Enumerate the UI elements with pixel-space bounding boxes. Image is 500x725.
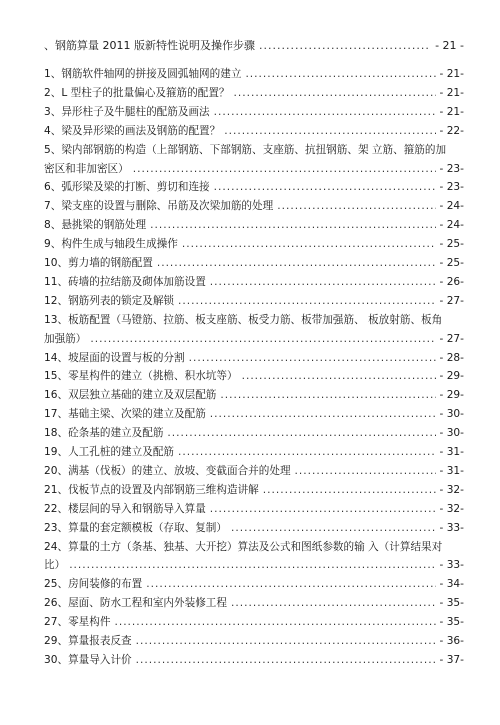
- toc-page-number: - 24-: [439, 219, 464, 232]
- dot-leader: [189, 350, 436, 366]
- toc-entry-title: 密区和非加密区）: [44, 162, 129, 175]
- toc-page-number: - 21-: [439, 105, 464, 118]
- toc-entry: [44, 482, 464, 498]
- toc-entry-title: 1、钢筋软件轴网的拼接及圆弧轴网的建立: [44, 68, 242, 80]
- toc-entry-title: 2、L 型柱子的批量偏心及箍筋的配置？: [44, 86, 230, 99]
- toc-entry: [44, 350, 464, 366]
- toc-entry: [44, 595, 464, 611]
- toc-entry-title: 26、屋面、防水工程和室内外装修工程: [44, 597, 227, 610]
- dot-leader: [224, 123, 435, 139]
- dot-leader: [69, 557, 435, 573]
- toc-page-number: - 28-: [439, 351, 464, 364]
- toc-page-number: - 21-: [439, 86, 464, 99]
- toc-entry-title: 、钢筋算量 2011 版新特性说明及操作步骤: [44, 39, 255, 52]
- dot-leader: [214, 179, 436, 195]
- toc-page-number: - 36-: [439, 635, 464, 647]
- toc-page-number: - 25-: [439, 257, 464, 269]
- toc-page-number: - 32-: [439, 502, 464, 515]
- toc-entry-title: 15、零星构件的建立（挑檐、积水坑等）: [44, 370, 238, 383]
- toc-entry: [44, 331, 464, 347]
- dot-leader: [178, 293, 435, 309]
- toc-entry: [44, 463, 464, 479]
- toc-entry-title: 11、砖墙的拉结筋及砌体加筋设置: [44, 275, 206, 288]
- toc-entry: [44, 274, 464, 290]
- toc-entry: [44, 633, 464, 649]
- toc-page-number: - 27-: [439, 332, 464, 345]
- toc-entry-title: 9、构件生成与轴段生成操作: [44, 238, 178, 251]
- toc-entry-title: 10、剪力墙的钢筋配置: [44, 257, 153, 269]
- toc-page-number: - 31-: [439, 464, 464, 477]
- toc-page-number: - 30-: [439, 427, 464, 440]
- dot-leader: [295, 463, 436, 479]
- toc-page-number: - 23-: [439, 181, 464, 194]
- toc-entry: [44, 198, 464, 214]
- toc-page-number: - 22-: [439, 124, 464, 137]
- toc-page-number: - 34-: [439, 578, 464, 591]
- dot-leader: [136, 633, 436, 649]
- toc-entry-title: 30、算量导入计价: [44, 653, 132, 666]
- toc-entry-title: 23、算量的套定额模板（存取、复制）: [44, 521, 227, 534]
- toc-entry-title: 7、梁支座的设置与删除、吊筋及次梁加筋的处理: [44, 200, 274, 213]
- toc-entry: [44, 614, 464, 630]
- toc-entry: [44, 38, 464, 54]
- dot-leader: [263, 482, 436, 498]
- dot-leader: [210, 501, 436, 517]
- toc-entry: [44, 652, 464, 668]
- toc-page-number: - 30-: [439, 408, 464, 421]
- toc-page-number: - 35-: [439, 597, 464, 610]
- toc-entry-title: 比）: [44, 559, 66, 572]
- toc-entry-title: 12、钢筋列表的锁定及解锁: [44, 294, 175, 307]
- toc-entry: [44, 217, 464, 233]
- toc-entry: [44, 501, 464, 517]
- toc-entry-title: 4、梁及异形梁的画法及钢筋的配置？: [44, 124, 221, 137]
- toc-entry-title: 17、基础主梁、次梁的建立及配筋: [44, 408, 206, 421]
- dot-leader: [231, 595, 436, 611]
- toc-entry: [44, 387, 464, 403]
- toc-entry: [44, 66, 464, 82]
- dot-leader: [231, 520, 436, 536]
- toc-entry-title: 25、房间装修的布置: [44, 578, 143, 591]
- toc-page-number: - 23-: [439, 162, 464, 175]
- dot-leader: [90, 331, 435, 347]
- toc-entry-title: 18、砼条基的建立及配筋: [44, 427, 164, 440]
- dot-leader: [133, 161, 436, 177]
- toc-entry-title: 24、算量的土方（条基、独基、大开挖）算法及公式和图纸参数的输 入（计算结果对: [44, 540, 443, 553]
- dot-leader: [234, 85, 436, 101]
- toc-entry-title: 16、双层独立基础的建立及双层配筋: [44, 389, 217, 402]
- toc-entry: [44, 293, 464, 309]
- toc-page-number: - 31-: [439, 446, 464, 458]
- toc-entry: [44, 123, 464, 139]
- toc-entry-title: 8、悬挑梁的钢筋处理: [44, 219, 147, 232]
- toc-entry-title: 21、伐板节点的设置及内部钢筋三维构造讲解: [44, 483, 259, 496]
- toc-page-number: - 33-: [439, 521, 464, 534]
- dot-leader: [178, 444, 435, 460]
- toc-page-number: - 21 -: [435, 39, 464, 52]
- toc-entry-title: 3、异形柱子及牛腿柱的配筋及画法: [44, 105, 210, 118]
- toc-entry: [44, 557, 464, 573]
- dot-leader: [277, 198, 435, 214]
- toc-page-number: - 26-: [439, 275, 464, 288]
- dot-leader: [146, 576, 435, 592]
- dot-leader: [182, 236, 436, 252]
- dot-leader: [136, 652, 436, 668]
- toc-entry: [44, 236, 464, 252]
- toc-page-number: - 29-: [439, 389, 464, 402]
- toc-page-number: - 35-: [439, 616, 464, 629]
- dot-leader: [245, 66, 435, 82]
- dot-leader: [210, 274, 436, 290]
- toc-entry: [44, 444, 464, 460]
- toc-entry: [44, 161, 464, 177]
- toc-entry-title: 14、坡屋面的设置与板的分割: [44, 351, 185, 364]
- toc-entry-title: 22、楼层间的导入和钢筋导入算量: [44, 502, 206, 515]
- toc-entry: [44, 85, 464, 101]
- dot-leader: [167, 425, 435, 441]
- dot-leader: [157, 255, 436, 271]
- toc-page-number: - 27-: [439, 294, 464, 307]
- dot-leader: [220, 387, 435, 403]
- toc-page-number: - 21-: [439, 68, 464, 80]
- toc-entry-title: 5、梁内部钢筋的构造（上部钢筋、下部钢筋、支座筋、抗扭钢筋、架 立筋、箍筋的加: [44, 143, 447, 156]
- toc-entry: [44, 104, 464, 120]
- dot-leader: [114, 614, 435, 630]
- dot-leader: [242, 368, 436, 384]
- toc-entry-title: 20、满基（伐板）的建立、放坡、变截面合并的处理: [44, 464, 291, 477]
- dot-leader: [150, 217, 435, 233]
- dot-leader: [259, 38, 431, 54]
- toc-entry: [44, 368, 464, 384]
- dot-leader: [214, 104, 436, 120]
- toc-entry: [44, 520, 464, 536]
- toc-entry-title: 27、零星构件: [44, 616, 111, 629]
- toc-page-number: - 24-: [439, 200, 464, 213]
- toc-page-number: - 32-: [439, 483, 464, 496]
- toc-entry: [44, 179, 464, 195]
- toc-entry: [44, 425, 464, 441]
- toc-page-number: - 25-: [439, 238, 464, 251]
- toc-entry-title: 19、人工孔桩的建立及配筋: [44, 446, 175, 458]
- toc-entry: [44, 406, 464, 422]
- toc-entry-title: 6、弧形梁及梁的打断、剪切和连接: [44, 181, 210, 194]
- toc-entry-title: 13、板筋配置（马镫筋、拉筋、板支座筋、板受力筋、板带加强筋、 板放射筋、板角: [44, 313, 443, 326]
- toc-entry: [44, 576, 464, 592]
- toc-entry-title: 29、算量报表反查: [44, 635, 132, 647]
- dot-leader: [210, 406, 436, 422]
- toc-page-number: - 37-: [439, 653, 464, 666]
- toc-page-number: - 33-: [439, 559, 464, 572]
- toc-entry-title: 加强筋）: [44, 332, 87, 345]
- toc-page-number: - 29-: [439, 370, 464, 383]
- toc-entry: [44, 255, 464, 271]
